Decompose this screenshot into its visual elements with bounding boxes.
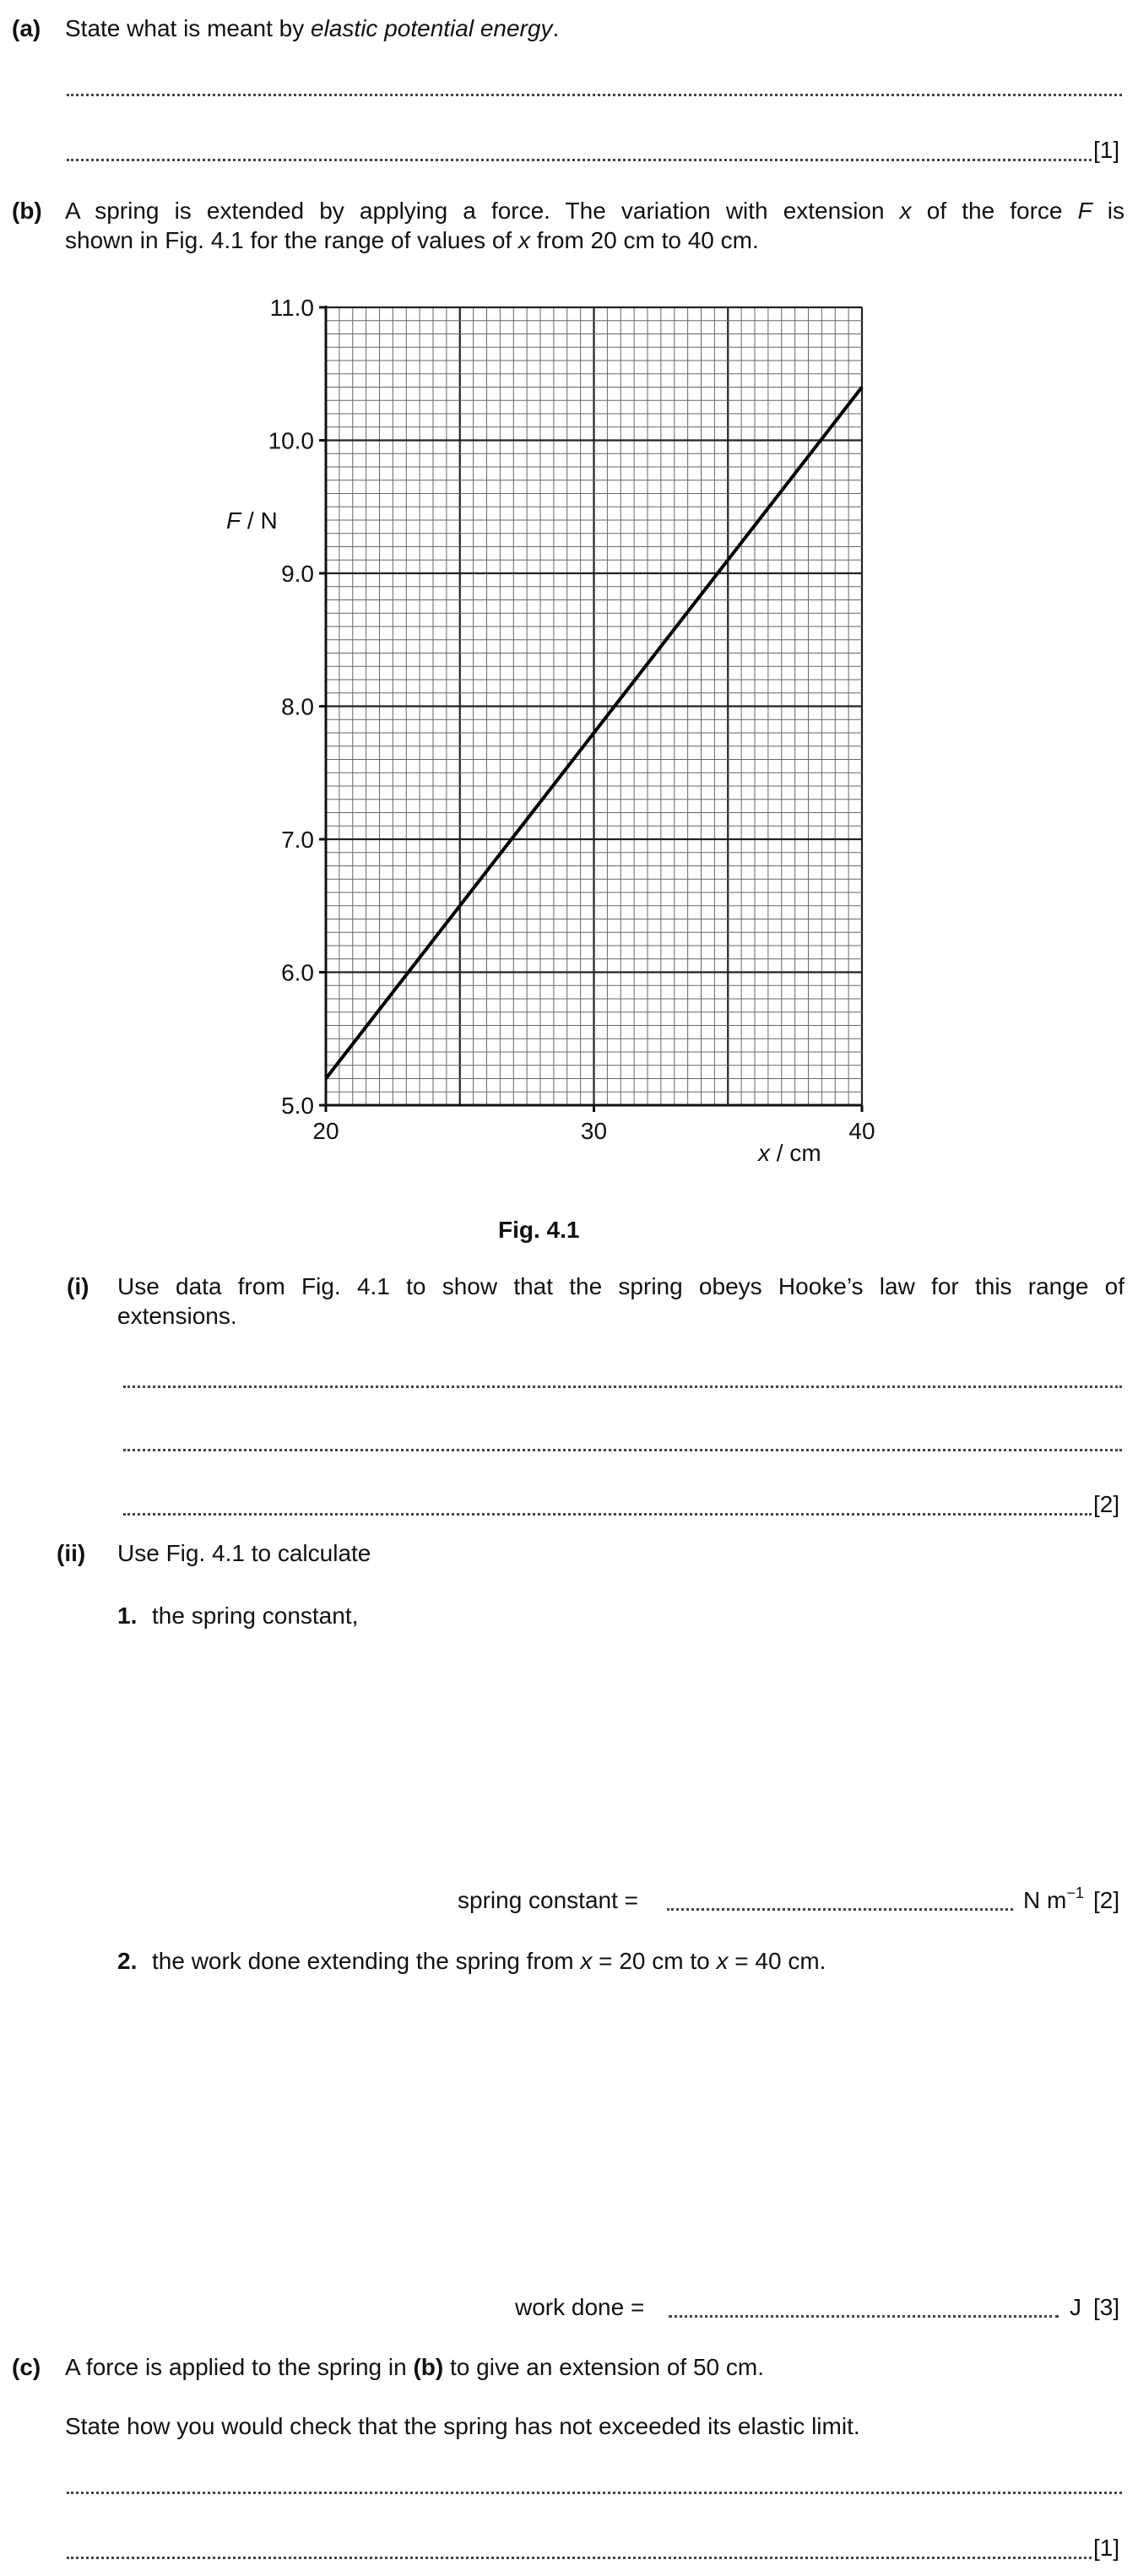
part-c-line-1: A force is applied to the spring in (b) to give an extension of 50 cm. [65, 2354, 765, 2380]
part-b-line-1: A spring is extended by applying a force. The variation with extension x of the force F is [65, 198, 1125, 224]
y-tick-label: 8.0 [281, 693, 314, 720]
item-2-number: 2. [117, 1948, 138, 1974]
y-tick-label: 11.0 [269, 295, 314, 321]
work-done-label: work done = [515, 2294, 645, 2320]
marks-b-ii-2: [3] [1093, 2294, 1120, 2320]
sub-i-label: (i) [67, 1273, 89, 1299]
part-a-question: State what is meant by elastic potential energy. [65, 15, 560, 41]
item-1-text: the spring constant, [152, 1603, 359, 1629]
work-done-answer-field[interactable] [669, 2315, 1059, 2318]
y-tick-label: 9.0 [281, 561, 314, 587]
y-tick-label: 7.0 [281, 827, 314, 853]
y-tick-label: 6.0 [281, 959, 314, 986]
grid-lines [326, 307, 862, 1105]
y-axis-label: F / N [226, 507, 278, 534]
part-c-label: (c) [12, 2354, 41, 2380]
figure-caption: Fig. 4.1 [498, 1217, 580, 1243]
sub-i-line-1: Use data from Fig. 4.1 to show that the spring obeys Hooke’s law for this range of [117, 1273, 1124, 1299]
fig-4-1-graph [0, 0, 1138, 1182]
answer-line-b-i-2[interactable] [123, 1449, 1122, 1451]
sub-ii-label: (ii) [57, 1540, 86, 1566]
part-a-label: (a) [12, 15, 41, 41]
x-tick-label: 30 [580, 1118, 608, 1144]
x-axis-label: x / cm [758, 1140, 821, 1166]
answer-line-b-i-3[interactable] [123, 1513, 1092, 1516]
sub-ii-text: Use Fig. 4.1 to calculate [117, 1540, 371, 1566]
item-2-text: the work done extending the spring from x = 20 cm to x = 40 cm. [152, 1948, 826, 1974]
marks-a: [1] [1093, 137, 1120, 163]
y-tick-label: 5.0 [281, 1093, 314, 1119]
spring-constant-label: spring constant = [458, 1887, 639, 1913]
spring-constant-answer-field[interactable] [667, 1908, 1013, 1911]
sub-i-line-2: extensions. [117, 1303, 237, 1329]
part-c-line-2: State how you would check that the spring has not exceeded its elastic limit. [65, 2413, 860, 2439]
work-done-unit: J [1070, 2294, 1081, 2320]
y-tick-label: 10.0 [268, 427, 314, 454]
marks-b-i: [2] [1093, 1491, 1120, 1517]
marks-c: [1] [1093, 2535, 1120, 2561]
answer-line-c-1[interactable] [67, 2492, 1122, 2494]
answer-line-b-i-1[interactable] [123, 1386, 1122, 1388]
x-tick-label: 20 [312, 1118, 339, 1144]
part-b-line-2: shown in Fig. 4.1 for the range of values of x from 20 cm to 40 cm. [65, 227, 759, 253]
x-tick-label: 40 [848, 1118, 875, 1144]
answer-line-c-2[interactable] [67, 2557, 1092, 2559]
part-b-label: (b) [12, 198, 42, 224]
spring-constant-unit: N $m^{-1}$ [1023, 1884, 1084, 1913]
marks-b-ii-1: [2] [1093, 1887, 1120, 1913]
item-1-number: 1. [117, 1603, 138, 1629]
